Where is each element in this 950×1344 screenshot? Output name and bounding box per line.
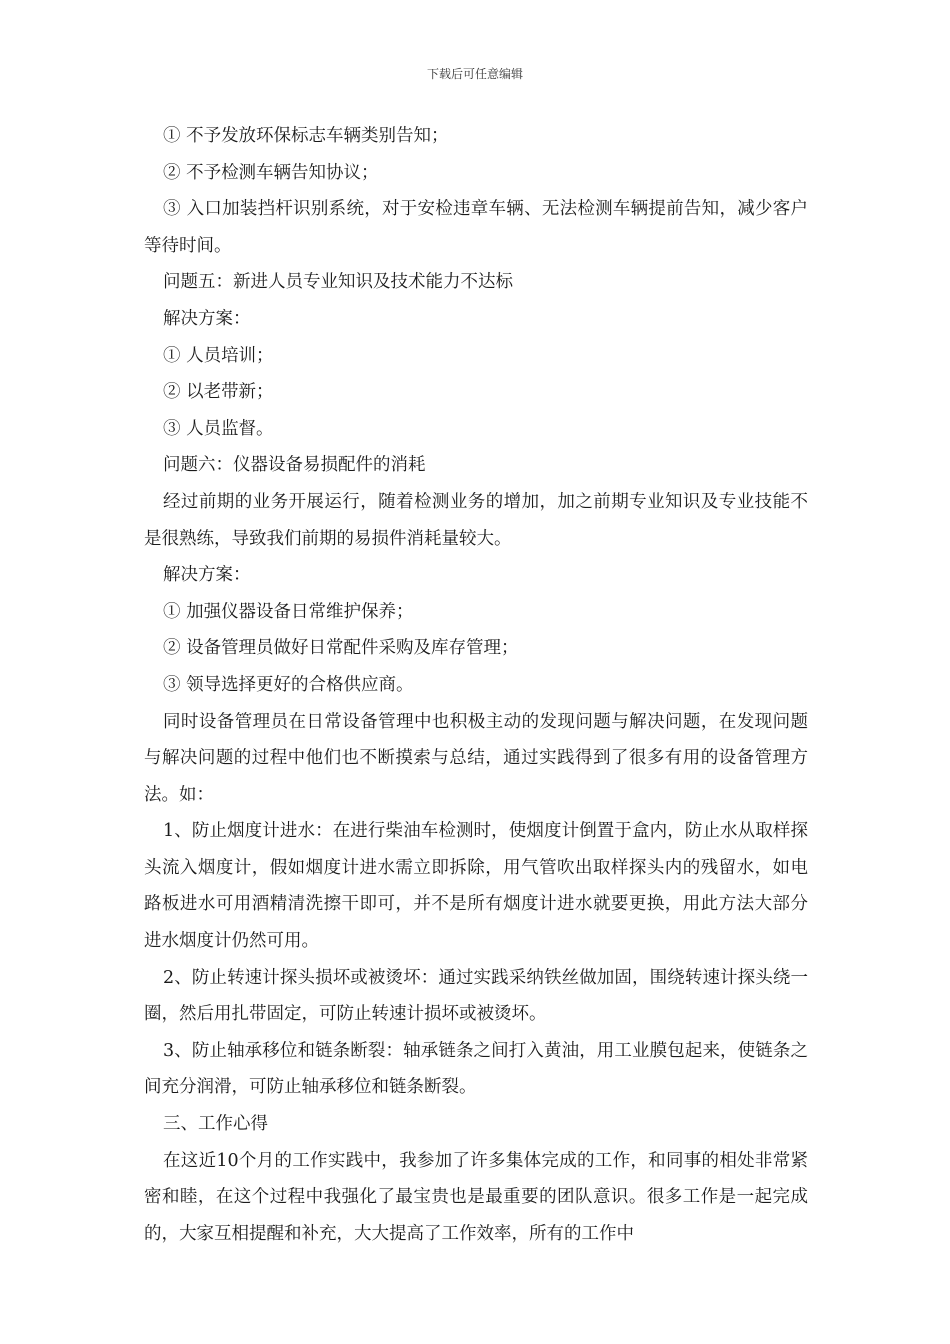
- method-item: 3、防止轴承移位和链条断裂：轴承链条之间打入黄油，用工业膜包起来，使链条之间充分润滑，可防止轴承移位和链条断裂。: [144, 1040, 808, 1098]
- paragraph: 经过前期的业务开展运行，随着检测业务的增加，加之前期专业知识及专业技能不是很熟练，导致我们前期的易损件消耗量较大。: [144, 491, 808, 549]
- solution-label: 解决方案：: [163, 308, 251, 329]
- list-item: ③ 领导选择更好的合格供应商。: [163, 674, 414, 695]
- paragraph: 同时设备管理员在日常设备管理中也积极主动的发现问题与解决问题，在发现问题与解决问题的过程中他们也不断摸索与总结，通过实践得到了很多有用的设备管理方法。如：: [144, 711, 808, 805]
- method-item: 2、防止转速计探头损坏或被烫坏：通过实践采纳铁丝做加固，围绕转速计探头绕一圈，然后用扎带固定，可防止转速计损坏或被烫坏。: [144, 967, 808, 1025]
- section-heading: 问题五：新进人员专业知识及技术能力不达标: [163, 272, 513, 293]
- list-item: ③ 入口加装挡杆识别系统，对于安检违章车辆、无法检测车辆提前告知，减少客户等待时间。: [144, 199, 808, 256]
- list-item: ① 加强仪器设备日常维护保养；: [163, 601, 414, 622]
- list-item: ② 设备管理员做好日常配件采购及库存管理；: [163, 638, 519, 659]
- solution-label: 解决方案：: [163, 565, 251, 586]
- page-header: 下载后可任意编辑: [426, 67, 523, 81]
- document-body: [144, 118, 808, 1252]
- list-item: ① 人员培训；: [163, 345, 274, 366]
- paragraph: 在这近10个月的工作实践中，我参加了许多集体完成的工作，和同事的相处非常紧密和睦，在这个过程中我强化了最宝贵也是最重要的团队意识。很多工作是一起完成的，大家互相提醒和补充，大大提高了工作效率，所有的工作中: [144, 1150, 808, 1244]
- list-item: ② 不予检测车辆告知协议；: [163, 162, 379, 183]
- section-heading: 问题六：仪器设备易损配件的消耗: [163, 455, 426, 476]
- method-item: 1、防止烟度计进水：在进行柴油车检测时，使烟度计倒置于盒内，防止水从取样探头流入烟度计，假如烟度计进水需立即拆除，用气管吹出取样探头内的残留水，如电路板进水可用酒精清洗擦干即可，并不是所有烟度计进水就要更换，用此方法大部分进水烟度计仍然可用。: [144, 821, 808, 952]
- list-item: ① 不予发放环保标志车辆类别告知；: [163, 126, 449, 146]
- list-item: ③ 人员监督。: [163, 418, 274, 439]
- list-item: ② 以老带新；: [163, 382, 274, 403]
- section-heading: 三、工作心得: [163, 1114, 268, 1135]
